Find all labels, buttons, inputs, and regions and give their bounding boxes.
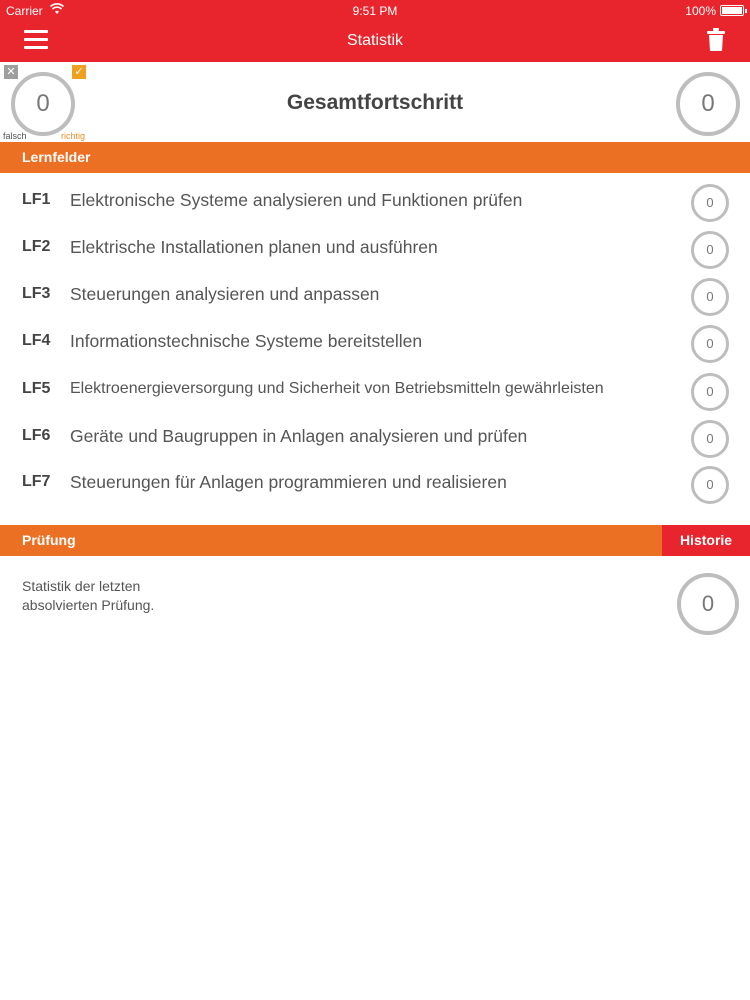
lernfeld-code: LF7 <box>22 473 51 490</box>
battery-icon <box>720 5 744 16</box>
status-bar <box>0 0 750 22</box>
lernfeld-score-ring: 0 <box>691 231 729 269</box>
lernfelder-header <box>0 142 750 173</box>
carrier-label: Carrier <box>6 4 43 18</box>
lernfeld-title: Geräte und Baugruppen in Anlagen analysieren und prüfen <box>70 426 528 446</box>
lernfeld-title: Elektronische Systeme analysieren und Funktionen prüfen <box>70 190 523 210</box>
trash-icon[interactable] <box>706 28 726 52</box>
lernfeld-row-lf6[interactable] <box>0 414 750 461</box>
lernfeld-row-lf3[interactable] <box>0 272 750 319</box>
label-wrong: falsch <box>3 131 27 141</box>
battery-percent: 100% <box>685 4 716 18</box>
lernfeld-score-ring: 0 <box>691 278 729 316</box>
lernfeld-title: Informationstechnische Systeme bereitstellen <box>70 331 423 351</box>
label-right: richtig <box>61 131 86 141</box>
exam-score-ring[interactable]: 0 <box>677 573 739 635</box>
right-marker-icon: ✓ <box>72 65 86 79</box>
pruefung-header-label: Prüfung <box>22 532 76 548</box>
page-title: Statistik <box>346 32 403 49</box>
lernfeld-row-lf2[interactable] <box>0 225 750 272</box>
overall-progress <box>0 62 750 142</box>
overall-title: Gesamtfortschritt <box>286 91 464 114</box>
historie-button[interactable]: Historie <box>662 525 750 556</box>
wrong-marker-icon: ✕ <box>4 65 18 79</box>
lernfeld-code: LF3 <box>22 285 51 302</box>
lernfeld-title: Elektrische Installationen planen und ausführen <box>70 237 438 257</box>
lernfeld-code: LF2 <box>22 238 51 255</box>
lernfeld-code: LF5 <box>22 380 51 397</box>
lernfelder-header-label: Lernfelder <box>22 149 91 165</box>
lernfeld-code: LF1 <box>22 191 51 208</box>
lernfeld-score-ring: 0 <box>691 466 729 504</box>
lernfeld-row-lf5[interactable] <box>0 367 750 414</box>
lernfeld-row-lf1[interactable] <box>0 178 750 225</box>
lernfeld-score-ring: 0 <box>691 184 729 222</box>
exam-text-line2: absolvierten Prüfung. <box>22 597 155 613</box>
lernfeld-row-lf7[interactable] <box>0 460 750 507</box>
exam-text-line1: Statistik der letzten <box>22 578 141 594</box>
lernfeld-score-ring: 0 <box>691 373 729 411</box>
lernfeld-title: Steuerungen für Anlagen programmieren und realisieren <box>70 472 507 492</box>
lernfeld-title: Steuerungen analysieren und anpassen <box>70 284 380 304</box>
top-bar <box>0 0 750 62</box>
lernfeld-score-ring: 0 <box>691 325 729 363</box>
lernfeld-code: LF4 <box>22 332 51 349</box>
pruefung-header <box>0 525 750 556</box>
overall-wrong-ring: 0 <box>11 72 75 136</box>
lernfeld-code: LF6 <box>22 427 51 444</box>
lernfeld-score-ring: 0 <box>691 420 729 458</box>
lernfeld-title: Elektroenergieversorgung und Sicherheit von Betriebsmitteln gewährleisten <box>70 380 604 397</box>
overall-total-ring: 0 <box>676 72 740 136</box>
lernfeld-row-lf4[interactable] <box>0 319 750 366</box>
exam-description <box>22 577 154 615</box>
status-time: 9:51 PM <box>352 4 398 18</box>
